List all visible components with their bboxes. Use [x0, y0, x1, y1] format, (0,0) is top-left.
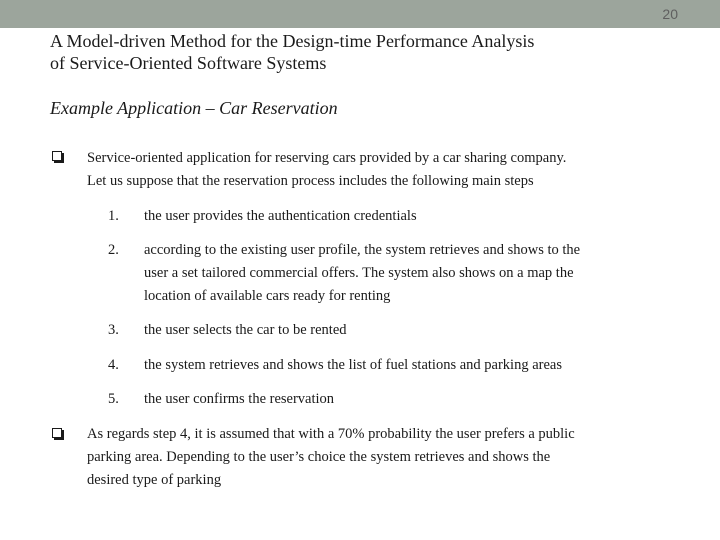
bullet-icon	[52, 151, 62, 161]
step-2-text	[144, 239, 704, 308]
bullet-2-line-3: desired type of parking	[87, 472, 222, 488]
step-5-text	[144, 388, 704, 411]
step-1-number: 1.	[108, 208, 119, 224]
step-3-line-1: the user selects the car to be rented	[144, 322, 347, 338]
step-1-text	[144, 205, 704, 228]
slide-subtitle: Example Application – Car Reservation	[50, 98, 338, 118]
bullet-1-line-2: Let us suppose that the reservation process includes the following main steps	[87, 173, 534, 189]
step-4-number: 4.	[108, 357, 119, 373]
step-5-number: 5.	[108, 391, 119, 407]
bullet-paragraph-2	[87, 423, 697, 492]
step-1-line-1: the user provides the authentication credentials	[144, 208, 417, 224]
slide-title	[50, 30, 670, 74]
bullet-1-line-1: Service-oriented application for reserving cars provided by a car sharing company.	[87, 150, 567, 166]
page-number: 20	[662, 6, 678, 22]
step-3-number: 3.	[108, 322, 119, 338]
step-4-text	[144, 354, 704, 377]
step-2-line-1: according to the existing user profile, the system retrieves and shows to the	[144, 242, 581, 258]
step-2-line-3: location of available cars ready for renting	[144, 288, 391, 304]
step-2-line-2: user a set tailored commercial offers. The system also shows on a map the	[144, 265, 574, 281]
step-4-line-1: the system retrieves and shows the list of fuel stations and parking areas	[144, 357, 562, 373]
bullet-2-line-1: As regards step 4, it is assumed that with a 70% probability the user prefers a public	[87, 426, 575, 442]
step-2-number: 2.	[108, 242, 119, 258]
step-5-line-1: the user confirms the reservation	[144, 391, 335, 407]
bullet-paragraph-1	[87, 147, 697, 193]
title-line-1: A Model-driven Method for the Design-time Performance Analysis	[50, 31, 535, 51]
step-3-text	[144, 319, 704, 342]
header-bar	[0, 0, 720, 28]
bullet-icon	[52, 428, 62, 438]
bullet-2-line-2: parking area. Depending to the user’s choice the system retrieves and shows the	[87, 449, 551, 465]
title-line-2: of Service-Oriented Software Systems	[50, 53, 327, 73]
